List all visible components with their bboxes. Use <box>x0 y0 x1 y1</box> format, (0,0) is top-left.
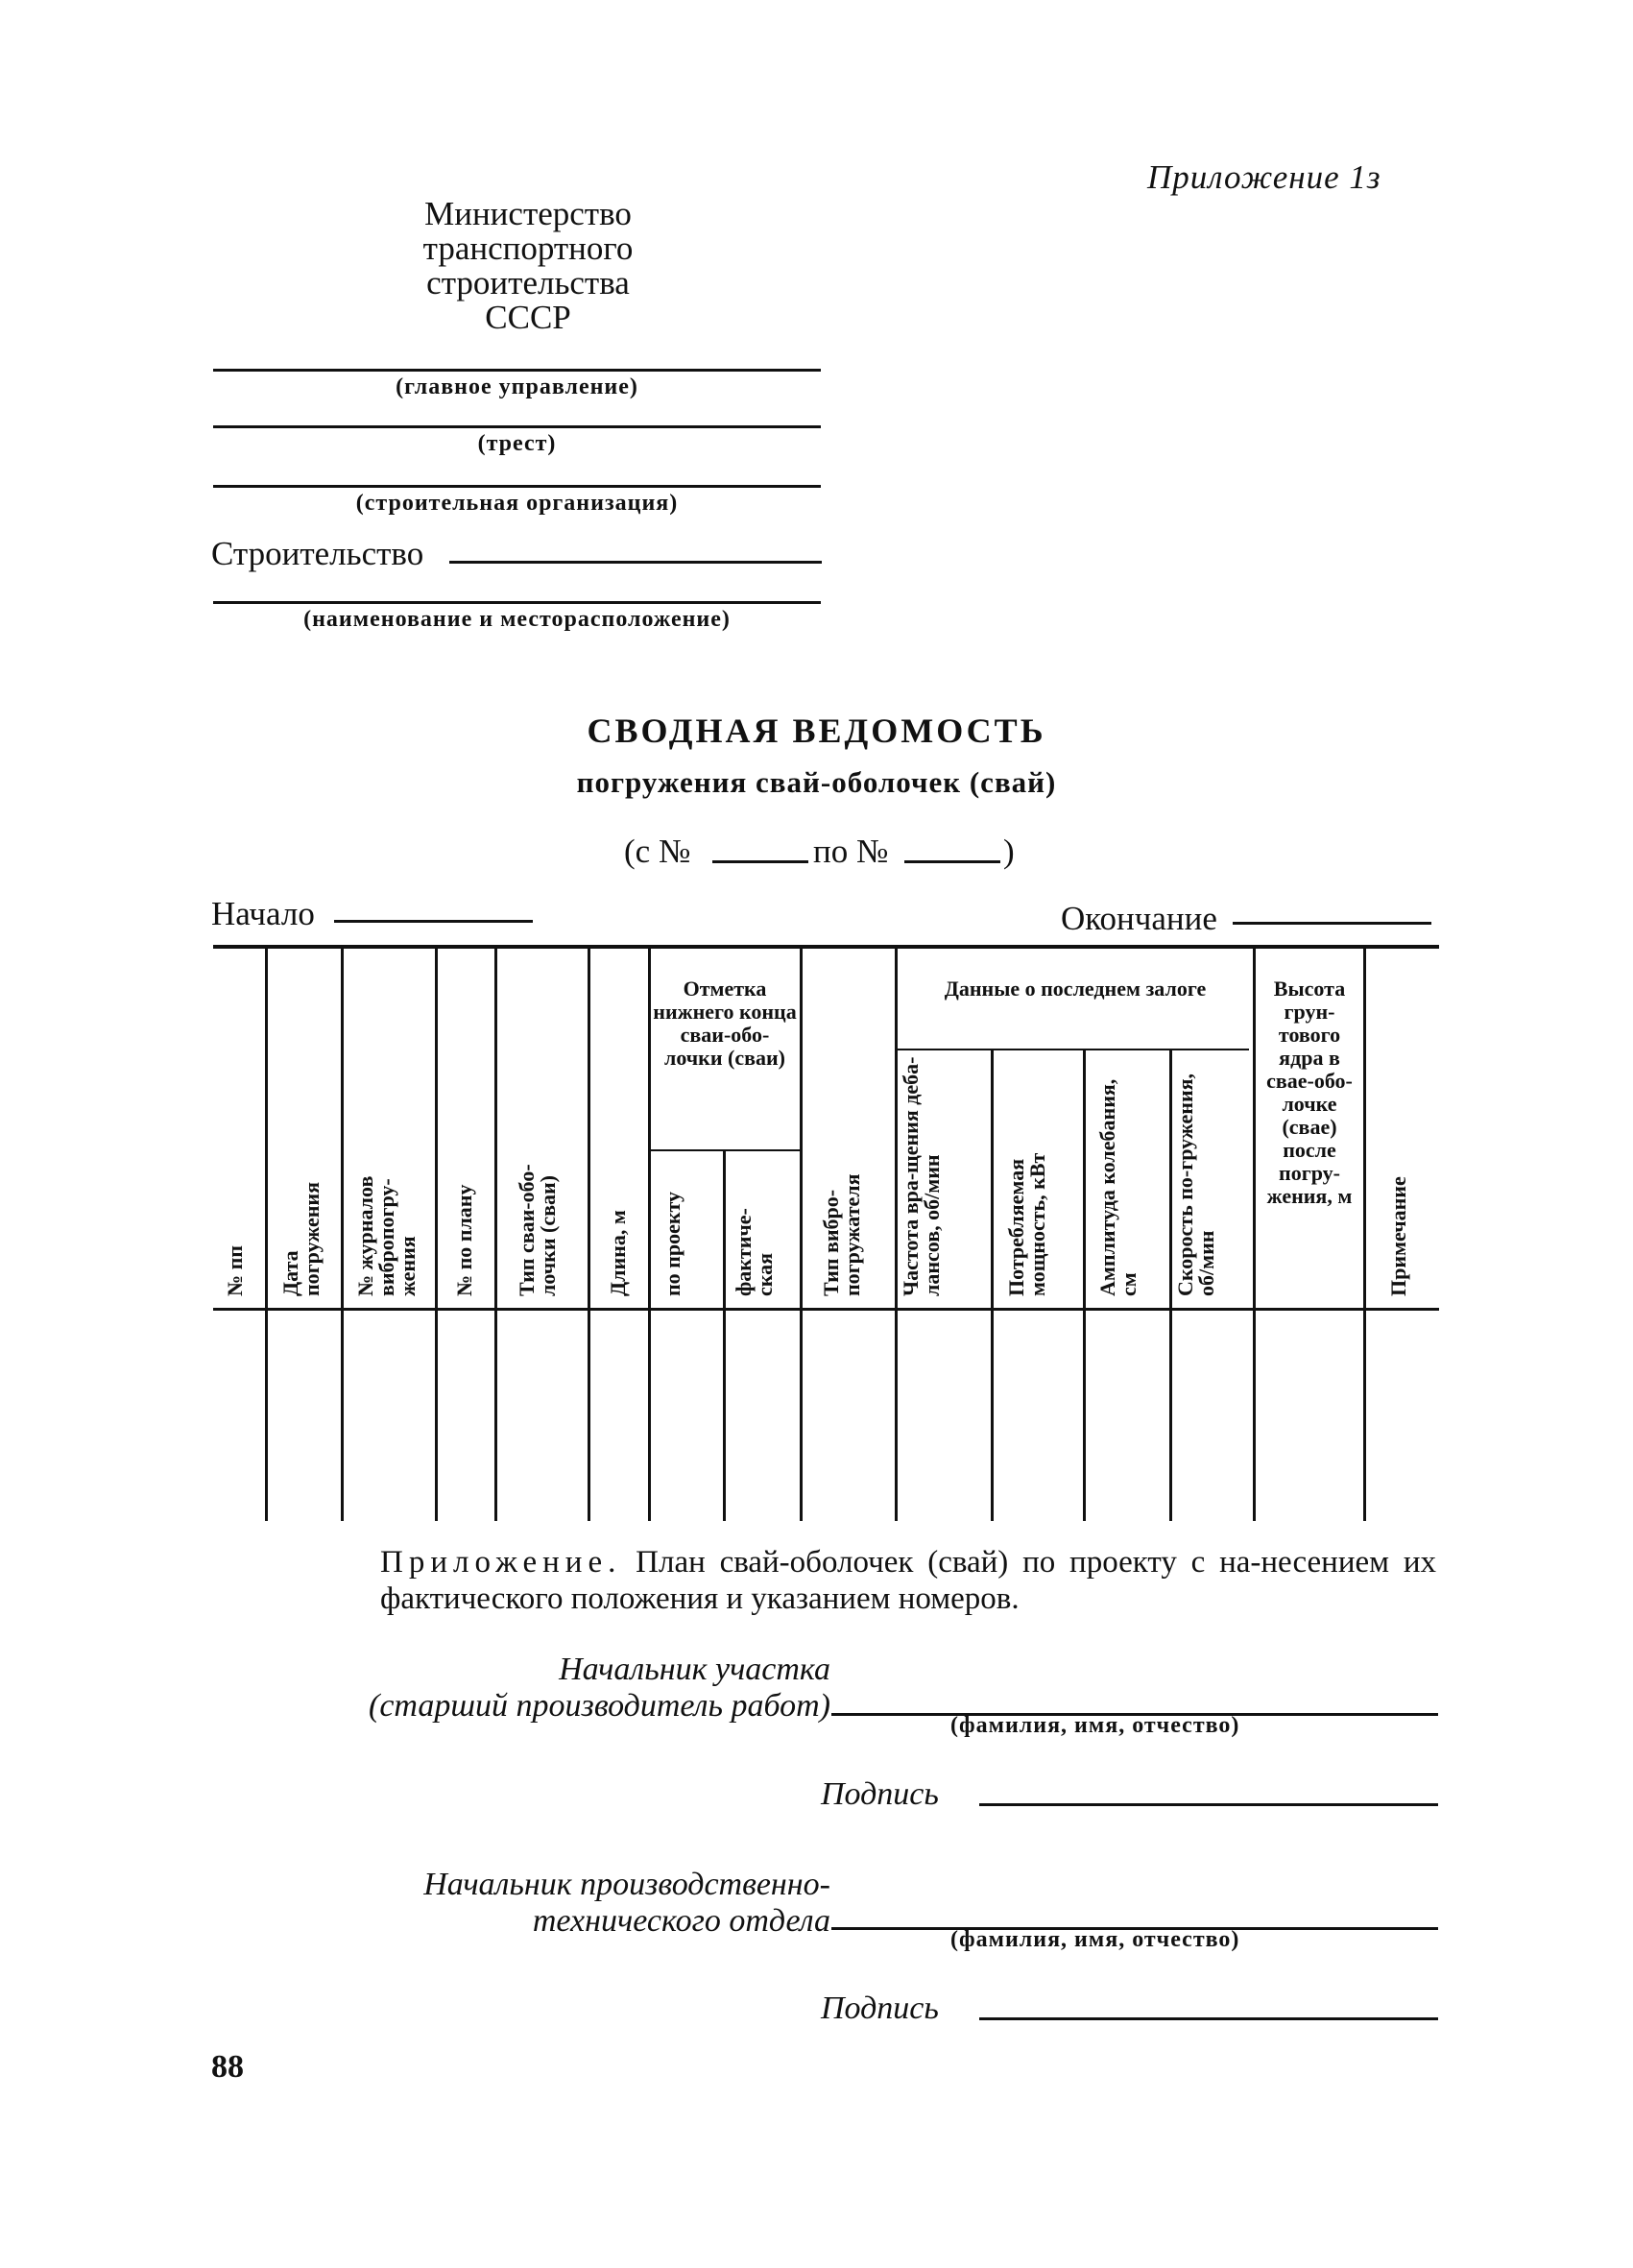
last-pass-group-header: Данные о последнем залоге <box>944 977 1207 1001</box>
ministry-line: СССР <box>485 299 571 336</box>
signature-2-sign-label: Подпись <box>821 1991 939 2026</box>
col-header-journal-text: № журналов вибропогру-жения <box>353 1175 420 1296</box>
appendix-note-text: План свай-оболочек (свай) по проекту с на-несением их фактического положения и указанием номеров. <box>380 1545 1436 1616</box>
mark-group-header: Отметка нижнего конца сваи-обо-лочки (сваи) <box>653 977 797 1070</box>
col-header-vibro-type <box>821 1114 863 1296</box>
col-header-journal <box>355 1119 419 1296</box>
appendix-note-lead: Приложение. <box>380 1545 622 1580</box>
ministry-line: строительства <box>426 264 630 302</box>
range-from-field[interactable] <box>712 860 808 863</box>
ministry-line: транспортного <box>422 229 634 267</box>
organization-hint: (строительная организация) <box>355 491 679 516</box>
signature-1-title-line2: (старший производитель работ) <box>369 1688 830 1724</box>
last-pass-speed-text: Скорость по-гружения, об/мин <box>1173 1073 1218 1296</box>
core-height-header: Высота грун-тового ядра в свае-обо-лочке (свае) после погру-жения, м <box>1266 977 1353 1208</box>
trust-line[interactable] <box>213 425 821 428</box>
page-title: СВОДНАЯ ВЕДОМОСТЬ <box>587 712 1046 750</box>
trust-hint: (трест) <box>477 431 557 456</box>
mark-sub-actual-text: фактиче-ская <box>732 1208 777 1296</box>
page-subtitle: погружения свай-оболочек (свай) <box>576 765 1057 799</box>
construction-label: Строительство <box>211 535 424 572</box>
range-to-label: по № <box>813 832 889 870</box>
end-field[interactable] <box>1233 922 1431 925</box>
construction-line-2[interactable] <box>213 601 821 604</box>
signature-1-sign-label: Подпись <box>821 1776 939 1812</box>
mark-sub-project-text: по проекту <box>660 1191 684 1296</box>
start-label: Начало <box>211 895 315 932</box>
signature-1-sign-field[interactable] <box>979 1803 1438 1806</box>
mark-sub-actual <box>733 1181 776 1296</box>
page-number: 88 <box>211 2049 244 2085</box>
signature-2-title-line2: технического отдела <box>532 1903 830 1939</box>
signature-2-sign-field[interactable] <box>979 2017 1438 2020</box>
last-pass-speed <box>1175 1056 1217 1296</box>
mark-sub-project <box>662 1181 684 1296</box>
col-header-pile-type <box>516 1119 559 1296</box>
appendix-label: Приложение 1з <box>1147 158 1381 196</box>
last-pass-power <box>1006 1056 1048 1296</box>
signature-2-name-hint: (фамилия, имя, отчество) <box>950 1927 1240 1952</box>
ministry-line: Министерство <box>424 195 632 232</box>
table-body-empty[interactable] <box>213 1312 1439 1521</box>
col-header-note: Примечание <box>1386 1176 1410 1296</box>
col-header-vibro-type-text: Тип вибро-погружателя <box>819 1173 864 1296</box>
signature-1-title-line1: Начальник участка <box>559 1652 830 1687</box>
end-label: Окончание <box>1061 900 1217 937</box>
col-header-plan-num: № по плану <box>452 1184 476 1296</box>
construction-hint: (наименование и месторасположение) <box>303 607 731 632</box>
signature-2-title-line1: Начальник производственно- <box>423 1867 830 1902</box>
range-from-label: (с № <box>624 832 691 870</box>
organization-line[interactable] <box>213 485 821 488</box>
col-header-date-text: Дата погружения <box>278 1181 324 1296</box>
last-pass-frequency <box>901 1056 943 1296</box>
signature-1-name-hint: (фамилия, имя, отчество) <box>950 1713 1240 1738</box>
col-header-num: № пп <box>223 1245 247 1296</box>
last-pass-group-rule <box>896 1049 1249 1050</box>
last-pass-power-text: Потребляемая мощность, кВт <box>1004 1152 1049 1296</box>
range-to-field[interactable] <box>904 860 1000 863</box>
range-close: ) <box>1003 832 1015 870</box>
col-header-date <box>280 1152 323 1296</box>
last-pass-amplitude-text: Амплитуда колебания, см <box>1095 1078 1141 1296</box>
main-directorate-hint: (главное управление) <box>396 374 638 399</box>
main-directorate-line[interactable] <box>213 369 821 372</box>
last-pass-amplitude <box>1097 1056 1140 1296</box>
start-field[interactable] <box>334 920 533 923</box>
last-pass-frequency-text: Частота вра-щения деба-лансов, об/мин <box>899 1056 944 1296</box>
appendix-note <box>380 1544 1436 1617</box>
ministry-block <box>370 197 686 335</box>
col-header-length: Длина, м <box>606 1210 630 1296</box>
construction-line[interactable] <box>449 561 822 564</box>
col-header-pile-type-text: Тип сваи-обо-лочки (сваи) <box>515 1164 560 1296</box>
